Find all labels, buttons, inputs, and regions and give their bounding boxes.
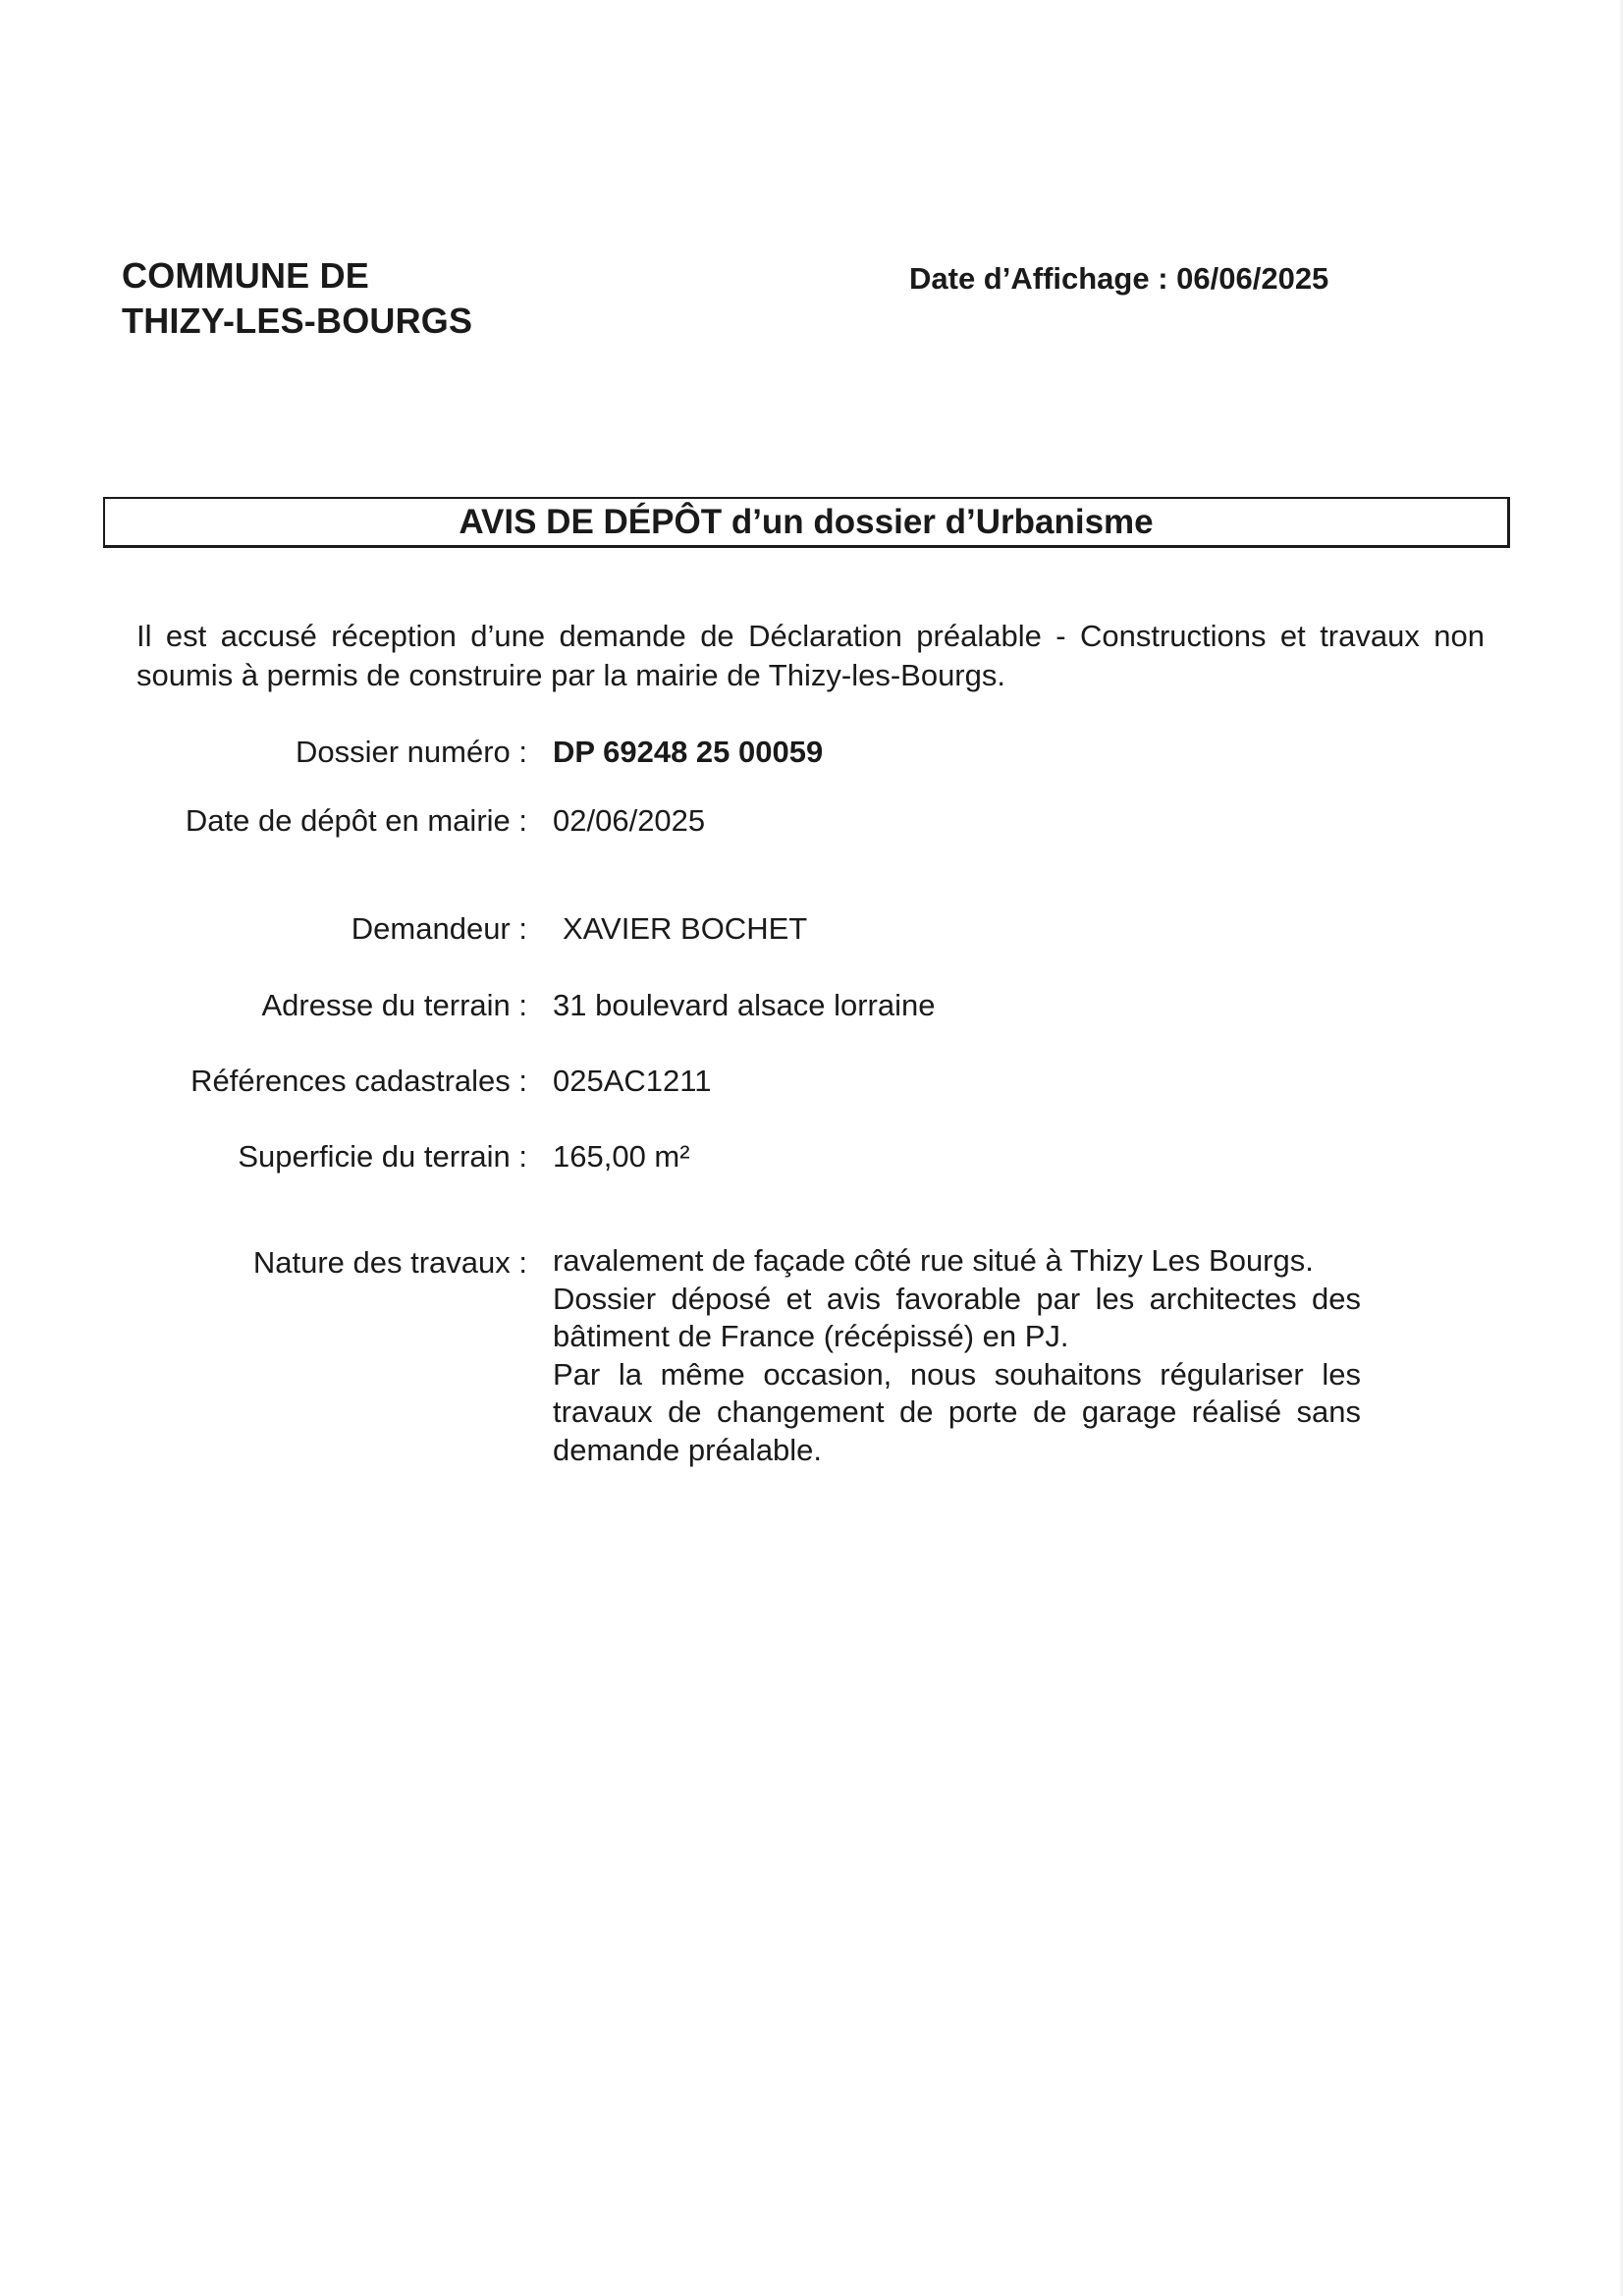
field-label-adresse: Adresse du terrain : — [261, 988, 527, 1022]
intro-text: Il est accusé réception d’une demande de Déclaration préalable - Constructions et travaux non soumis à permis de construire par la mairie de Thizy-les-Bourgs. — [136, 619, 1485, 692]
page-title: AVIS DE DÉPÔT d’un dossier d’Urbanisme — [459, 503, 1154, 541]
nature-paragraph: ravalement de façade côté rue situé à Thizy Les Bourgs. — [553, 1243, 1314, 1278]
field-value-date-depot: 02/06/2025 — [553, 803, 706, 838]
title-box — [103, 497, 1510, 548]
field-value-nature — [553, 1242, 1361, 1469]
nature-paragraph: Dossier déposé et avis favorable par les architectes des bâtiment de France (récépissé) en PJ. — [553, 1281, 1361, 1353]
date-affichage: Date d’Affichage : 06/06/2025 — [909, 261, 1329, 296]
commune-heading — [122, 253, 472, 344]
commune-line-2: THIZY-LES-BOURGS — [122, 301, 473, 341]
field-label-nature: Nature des travaux : — [252, 1245, 527, 1280]
field-label-references: Références cadastrales : — [190, 1064, 527, 1098]
field-label-date-depot: Date de dépôt en mairie : — [185, 803, 527, 838]
field-value-demandeur: XAVIER BOCHET — [563, 911, 808, 946]
field-label-demandeur: Demandeur : — [351, 911, 527, 946]
field-value-superficie: 165,00 m² — [553, 1139, 690, 1174]
nature-paragraph: Par la même occasion, nous souhaitons régulariser les travaux de changement de porte de garage réalisé sans demande préalable. — [553, 1356, 1361, 1467]
commune-line-1: COMMUNE DE — [122, 255, 369, 296]
scan-edge — [1619, 0, 1623, 2296]
field-value-references: 025AC1211 — [553, 1064, 712, 1098]
field-label-dossier: Dossier numéro : — [295, 735, 527, 769]
field-value-dossier: DP 69248 25 00059 — [553, 735, 824, 769]
field-label-superficie: Superficie du terrain : — [238, 1139, 527, 1174]
field-value-adresse: 31 boulevard alsace lorraine — [553, 988, 936, 1022]
